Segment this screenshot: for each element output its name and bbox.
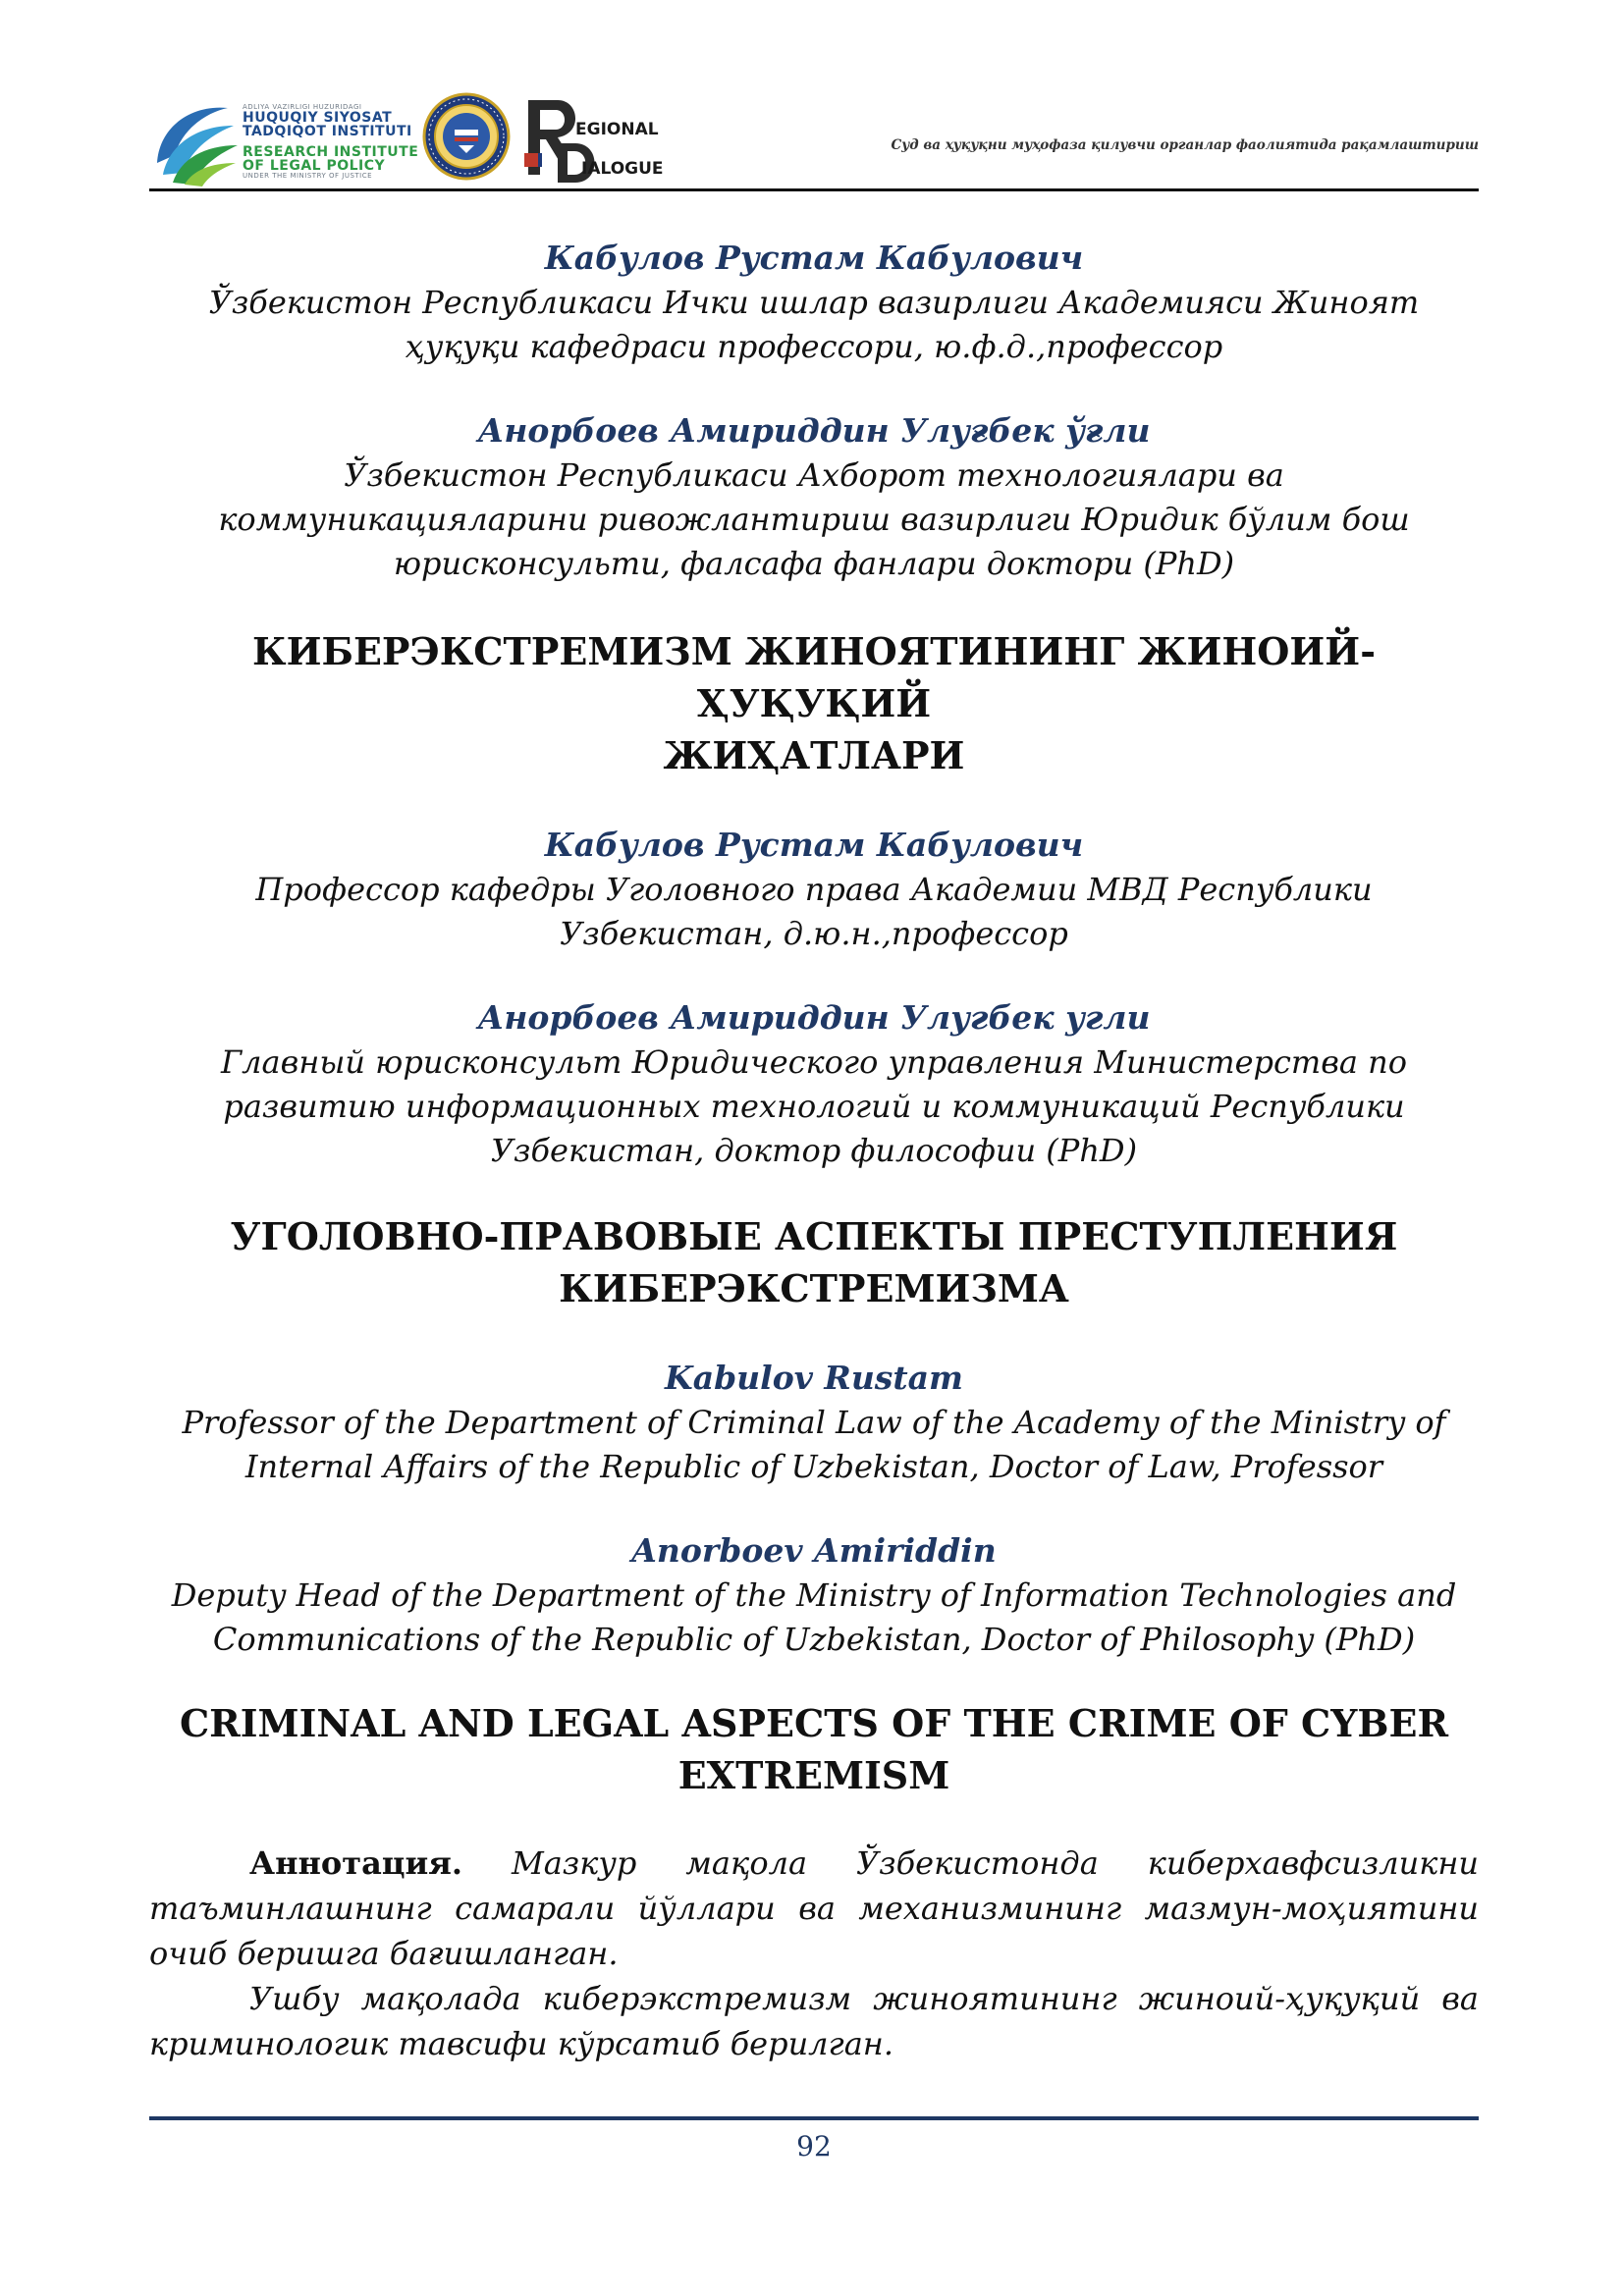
author-affiliation-line: Профессор кафедры Уголовного права Академии МВД Республики bbox=[255, 871, 1373, 908]
en-article-title bbox=[149, 1697, 1479, 1801]
author-affiliation-line: юрисконсульти, фалсафа фанлари доктори (PhD) bbox=[393, 545, 1235, 582]
en-author-1 bbox=[149, 1356, 1479, 1489]
title-line: КИБЕРЭКСТРЕМИЗМА bbox=[559, 1266, 1069, 1310]
logo1-en-line2: OF LEGAL POLICY bbox=[243, 157, 386, 174]
ru-author-1 bbox=[149, 823, 1479, 956]
annotation-label: Аннотация. bbox=[249, 1844, 462, 1882]
annotation-text: Мазкур мақола Ўзбекистонда киберхавфсизликни таъминлашнинг самарали йўллари ва механизмининг мазмун-моҳиятини очиб беришга бағишланган. bbox=[149, 1844, 1479, 1972]
title-line: EXTREMISM bbox=[677, 1753, 950, 1797]
author-affiliation-line: Communications of the Republic of Uzbekistan, Doctor of Philosophy (PhD) bbox=[212, 1621, 1416, 1658]
article-content bbox=[149, 236, 1479, 2066]
ru-article-title bbox=[149, 1210, 1479, 1314]
running-title: Суд ва ҳуқуқни муҳофаза қилувчи органлар фаолиятида рақамлаштириш bbox=[891, 137, 1479, 153]
research-institute-logo-icon bbox=[149, 94, 243, 188]
title-line: УГОЛОВНО-ПРАВОВЫЕ АСПЕКТЫ ПРЕСТУПЛЕНИЯ bbox=[230, 1214, 1398, 1258]
ru-author-2 bbox=[149, 995, 1479, 1173]
regional-dialogue-logo bbox=[518, 94, 725, 185]
author-name: Кабулов Рустам Кабулович bbox=[544, 239, 1084, 277]
author-affiliation-line: ҳуқуқи кафедраси профессори, ю.ф.д.,профессор bbox=[405, 328, 1223, 365]
annotation-paragraph-1 bbox=[149, 1841, 1479, 1976]
annotation bbox=[149, 1841, 1479, 2066]
author-affiliation-line: Internal Affairs of the Republic of Uzbekistan, Doctor of Law, Professor bbox=[244, 1448, 1383, 1485]
author-affiliation-line: Главный юрисконсульт Юридического управления Министерства по bbox=[220, 1043, 1408, 1081]
annotation-text: Ушбу мақолада киберэкстремизм жиноятининг жиноий-ҳуқуқий ва криминологик тавсифи кўрсатиб берилган. bbox=[149, 1980, 1479, 2062]
author-affiliation-line: развитию информационных технологий и коммуникаций Республики bbox=[223, 1088, 1405, 1125]
author-affiliation-line: Professor of the Department of Criminal Law of the Academy of the Ministry of bbox=[182, 1404, 1446, 1441]
uz-article-title bbox=[149, 625, 1479, 781]
footer-divider bbox=[149, 2116, 1479, 2120]
title-line: CRIMINAL AND LEGAL ASPECTS OF THE CRIME OF CYBER bbox=[179, 1701, 1449, 1745]
author-name: Анорбоев Амириддин Улугбек угли bbox=[477, 998, 1151, 1037]
logo3-word-dialogue: IALOGUE bbox=[581, 159, 664, 179]
logo1-uz-line1: HUQUQIY SIYOSAT bbox=[243, 110, 393, 127]
author-affiliation-line: Ўзбекистон Республикаси Ахборот технологиялари ва bbox=[344, 456, 1284, 494]
author-affiliation-line: Deputy Head of the Department of the Ministry of Information Technologies and bbox=[171, 1576, 1457, 1614]
author-affiliation-line: коммуникацияларини ривожлантириш вазирлиги Юридик бўлим бош bbox=[218, 501, 1410, 538]
author-name: Анорбоев Амириддин Улуғбек ўғли bbox=[477, 411, 1151, 450]
annotation-paragraph-2 bbox=[149, 1976, 1479, 2066]
logo3-word-regional: EGIONAL bbox=[575, 120, 659, 139]
author-affiliation-line: Узбекистан, доктор философии (PhD) bbox=[490, 1132, 1138, 1169]
title-line: ЖИҲАТЛАРИ bbox=[663, 733, 965, 777]
uz-author-2 bbox=[149, 408, 1479, 586]
page-header bbox=[149, 86, 1479, 194]
author-affiliation-line: Узбекистан, д.ю.н.,профессор bbox=[560, 915, 1068, 952]
uz-author-1 bbox=[149, 236, 1479, 369]
page-number: 92 bbox=[796, 2130, 832, 2163]
author-name: Kabulov Rustam bbox=[665, 1359, 963, 1397]
logo1-small-top: ADLIYA VAZIRLIGI HUZURIDAGI bbox=[243, 103, 362, 111]
logo1-uz-line2: TADQIQOT INSTITUTI bbox=[243, 124, 412, 140]
en-author-2 bbox=[149, 1528, 1479, 1662]
author-name: Anorboev Amiriddin bbox=[631, 1531, 997, 1570]
research-institute-logo bbox=[149, 94, 426, 188]
logo1-small-bottom: UNDER THE MINISTRY OF JUSTICE bbox=[243, 172, 373, 181]
title-line: КИБЕРЭКСТРЕМИЗМ ЖИНОЯТИНИНГ ЖИНОИЙ-ҲУҚУҚИЙ bbox=[252, 629, 1376, 725]
header-divider bbox=[149, 188, 1479, 191]
logo1-en-line1: RESEARCH INSTITUTE bbox=[243, 143, 419, 160]
ministry-seal-icon bbox=[422, 92, 511, 181]
author-name: Кабулов Рустам Кабулович bbox=[544, 826, 1084, 864]
author-affiliation-line: Ўзбекистон Республикаси Ички ишлар вазирлиги Академияси Жиноят bbox=[208, 284, 1420, 321]
